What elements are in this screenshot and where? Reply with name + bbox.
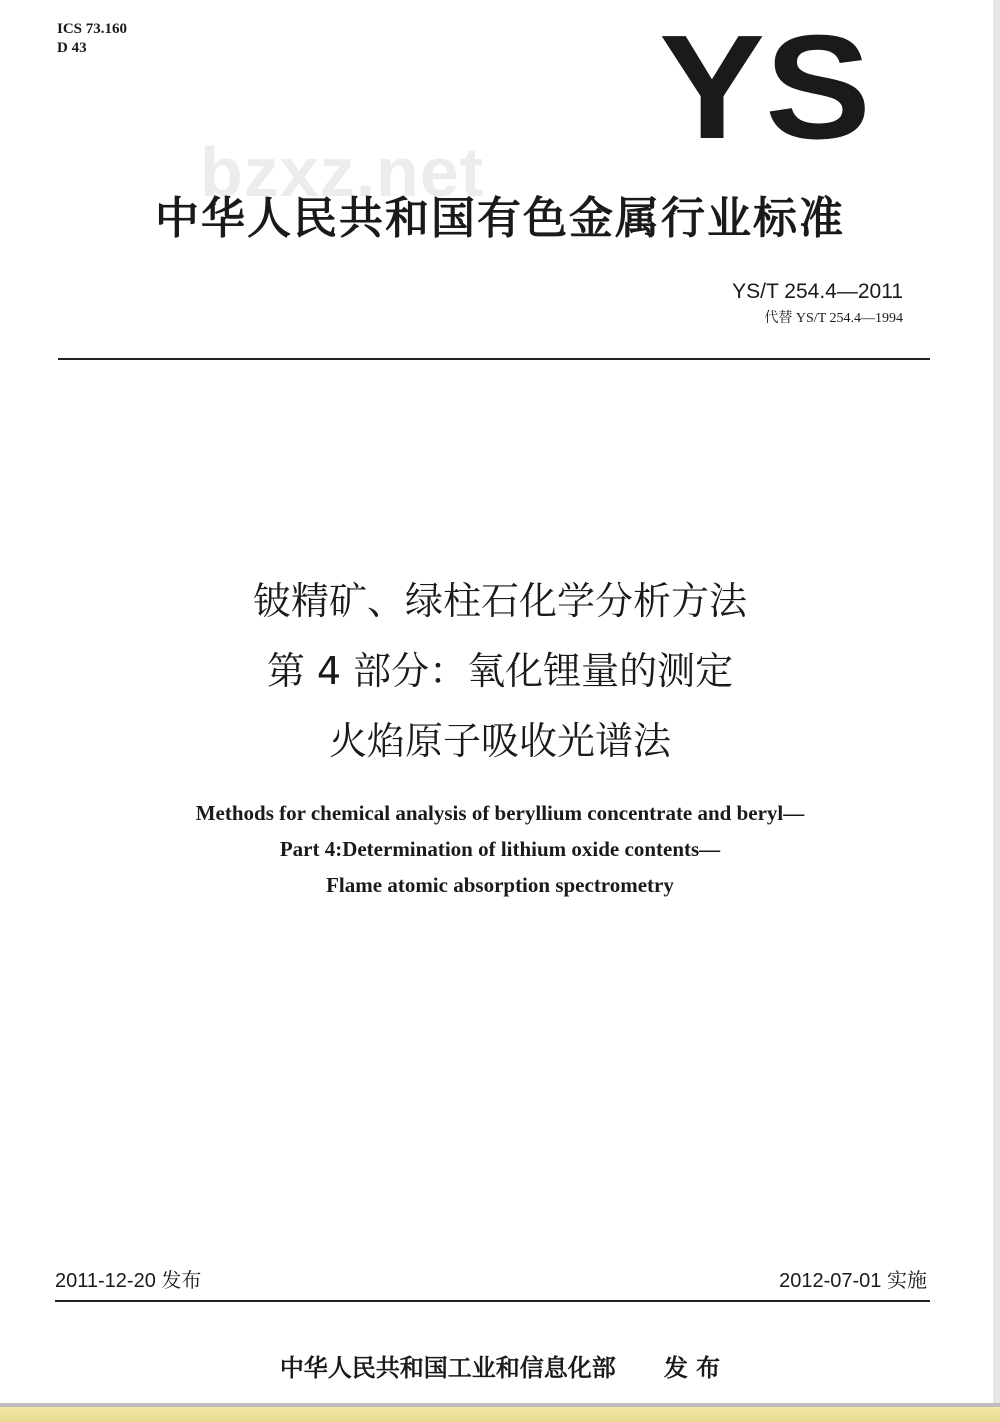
- chinese-title-line-2: 第 4 部分：氧化锂量的测定: [266, 649, 734, 693]
- date-row: [55, 1264, 927, 1293]
- chinese-title-line-3: 火焰原子吸收光谱法: [328, 719, 671, 763]
- ys-logo: [655, 30, 875, 150]
- replaces-standard: 代替 YS/T 254.4—1994: [764, 311, 903, 326]
- chinese-title: [0, 566, 1000, 776]
- issuer-name: 中华人民共和国工业和信息化部: [279, 1354, 616, 1382]
- scan-edge-band: [0, 1403, 1000, 1422]
- issuer-line: [0, 1348, 1000, 1383]
- footer-divider: [55, 1300, 930, 1302]
- chinese-title-line-1: 铍精矿、绿柱石化学分析方法: [252, 579, 747, 623]
- english-title-line-1: Methods for chemical analysis of beryllium concentrate and beryl—: [195, 801, 805, 825]
- ccs-code: D 43: [57, 40, 87, 56]
- ys-logo-text: YS: [659, 30, 871, 150]
- english-title: [0, 795, 1000, 903]
- issue-date: 2011-12-20 发布: [55, 1270, 202, 1292]
- watermark: bzxz.net: [200, 133, 485, 211]
- issuer-action: 发 布: [663, 1354, 721, 1382]
- english-title-line-2: Part 4:Determination of lithium oxide contents—: [279, 837, 721, 861]
- ics-code: ICS 73.160: [57, 21, 128, 37]
- standard-category-title: 中华人民共和国有色金属行业标准: [155, 193, 845, 244]
- standard-number-block: [732, 280, 903, 327]
- header-divider: [58, 358, 930, 360]
- english-title-line-3: Flame atomic absorption spectrometry: [326, 873, 674, 897]
- page-edge: [993, 0, 1000, 1422]
- classification-codes: [57, 20, 127, 58]
- implementation-date: 2012-07-01 实施: [779, 1270, 927, 1292]
- standard-number: YS/T 254.4—2011: [732, 280, 903, 303]
